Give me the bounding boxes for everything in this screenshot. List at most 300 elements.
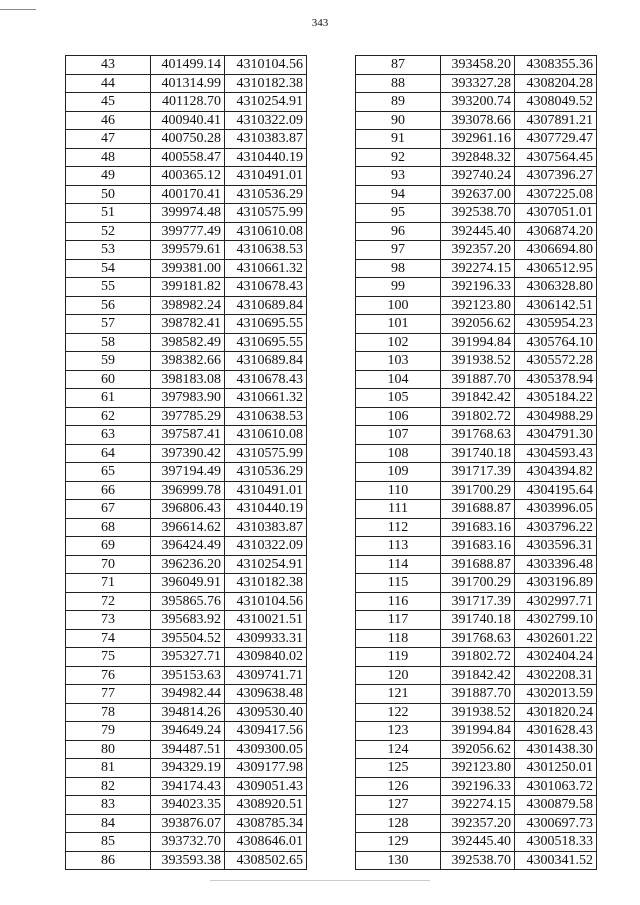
x-coordinate-cell: 392740.24 — [441, 167, 515, 186]
table-row — [356, 278, 597, 297]
point-number-cell: 93 — [356, 167, 441, 186]
point-number-cell: 56 — [66, 296, 151, 315]
y-coordinate-cell: 4308920.51 — [225, 796, 307, 815]
point-number-cell: 66 — [66, 481, 151, 500]
y-coordinate-cell: 4307225.08 — [515, 185, 597, 204]
y-coordinate-cell: 4305378.94 — [515, 370, 597, 389]
point-number-cell: 55 — [66, 278, 151, 297]
y-coordinate-cell: 4310104.56 — [225, 56, 307, 75]
y-coordinate-cell: 4310638.53 — [225, 407, 307, 426]
x-coordinate-cell: 392274.15 — [441, 796, 515, 815]
point-number-cell: 78 — [66, 703, 151, 722]
point-number-cell: 68 — [66, 518, 151, 537]
y-coordinate-cell: 4303396.48 — [515, 555, 597, 574]
point-number-cell: 63 — [66, 426, 151, 445]
table-row — [66, 574, 307, 593]
x-coordinate-cell: 400940.41 — [151, 111, 225, 130]
point-number-cell: 52 — [66, 222, 151, 241]
y-coordinate-cell: 4304791.30 — [515, 426, 597, 445]
y-coordinate-cell: 4300518.33 — [515, 833, 597, 852]
table-row — [356, 611, 597, 630]
point-number-cell: 51 — [66, 204, 151, 223]
table-row — [356, 407, 597, 426]
table-row — [356, 722, 597, 741]
y-coordinate-cell: 4302013.59 — [515, 685, 597, 704]
table-row — [356, 537, 597, 556]
y-coordinate-cell: 4301063.72 — [515, 777, 597, 796]
x-coordinate-cell: 394023.35 — [151, 796, 225, 815]
point-number-cell: 103 — [356, 352, 441, 371]
y-coordinate-cell: 4309741.71 — [225, 666, 307, 685]
y-coordinate-cell: 4309638.48 — [225, 685, 307, 704]
x-coordinate-cell: 391688.87 — [441, 555, 515, 574]
point-number-cell: 110 — [356, 481, 441, 500]
y-coordinate-cell: 4306328.80 — [515, 278, 597, 297]
y-coordinate-cell: 4308646.01 — [225, 833, 307, 852]
table-row — [66, 74, 307, 93]
point-number-cell: 53 — [66, 241, 151, 260]
table-row — [356, 592, 597, 611]
x-coordinate-cell: 398183.08 — [151, 370, 225, 389]
table-row — [66, 148, 307, 167]
x-coordinate-cell: 400365.12 — [151, 167, 225, 186]
x-coordinate-cell: 391994.84 — [441, 722, 515, 741]
point-number-cell: 124 — [356, 740, 441, 759]
point-number-cell: 130 — [356, 851, 441, 870]
table-row — [356, 740, 597, 759]
point-number-cell: 106 — [356, 407, 441, 426]
table-row — [356, 111, 597, 130]
x-coordinate-cell: 397587.41 — [151, 426, 225, 445]
x-coordinate-cell: 396236.20 — [151, 555, 225, 574]
y-coordinate-cell: 4300879.58 — [515, 796, 597, 815]
point-number-cell: 121 — [356, 685, 441, 704]
y-coordinate-cell: 4309300.05 — [225, 740, 307, 759]
table-row — [356, 204, 597, 223]
x-coordinate-cell: 391717.39 — [441, 592, 515, 611]
y-coordinate-cell: 4310491.01 — [225, 481, 307, 500]
y-coordinate-cell: 4307891.21 — [515, 111, 597, 130]
table-row — [356, 389, 597, 408]
point-number-cell: 118 — [356, 629, 441, 648]
y-coordinate-cell: 4305764.10 — [515, 333, 597, 352]
x-coordinate-cell: 398982.24 — [151, 296, 225, 315]
point-number-cell: 81 — [66, 759, 151, 778]
y-coordinate-cell: 4306694.80 — [515, 241, 597, 260]
x-coordinate-cell: 391802.72 — [441, 648, 515, 667]
table-row — [66, 740, 307, 759]
y-coordinate-cell: 4307564.45 — [515, 148, 597, 167]
point-number-cell: 98 — [356, 259, 441, 278]
y-coordinate-cell: 4308502.65 — [225, 851, 307, 870]
x-coordinate-cell: 392196.33 — [441, 777, 515, 796]
y-coordinate-cell: 4309177.98 — [225, 759, 307, 778]
table-row — [356, 296, 597, 315]
x-coordinate-cell: 394982.44 — [151, 685, 225, 704]
table-row — [356, 500, 597, 519]
y-coordinate-cell: 4310695.55 — [225, 333, 307, 352]
table-row — [356, 241, 597, 260]
point-number-cell: 50 — [66, 185, 151, 204]
x-coordinate-cell: 397390.42 — [151, 444, 225, 463]
point-number-cell: 45 — [66, 93, 151, 112]
table-row — [356, 185, 597, 204]
point-number-cell: 49 — [66, 167, 151, 186]
point-number-cell: 69 — [66, 537, 151, 556]
x-coordinate-cell: 392637.00 — [441, 185, 515, 204]
point-number-cell: 74 — [66, 629, 151, 648]
y-coordinate-cell: 4302799.10 — [515, 611, 597, 630]
x-coordinate-cell: 392056.62 — [441, 740, 515, 759]
y-coordinate-cell: 4305184.22 — [515, 389, 597, 408]
x-coordinate-cell: 399777.49 — [151, 222, 225, 241]
point-number-cell: 111 — [356, 500, 441, 519]
x-coordinate-cell: 392056.62 — [441, 315, 515, 334]
table-row — [66, 130, 307, 149]
x-coordinate-cell: 401499.14 — [151, 56, 225, 75]
y-coordinate-cell: 4302601.22 — [515, 629, 597, 648]
y-coordinate-cell: 4310104.56 — [225, 592, 307, 611]
y-coordinate-cell: 4310689.84 — [225, 352, 307, 371]
x-coordinate-cell: 392538.70 — [441, 204, 515, 223]
point-number-cell: 58 — [66, 333, 151, 352]
x-coordinate-cell: 400170.41 — [151, 185, 225, 204]
y-coordinate-cell: 4303996.05 — [515, 500, 597, 519]
y-coordinate-cell: 4304394.82 — [515, 463, 597, 482]
table-row — [356, 352, 597, 371]
x-coordinate-cell: 392445.40 — [441, 222, 515, 241]
x-coordinate-cell: 393876.07 — [151, 814, 225, 833]
table-row — [66, 851, 307, 870]
point-number-cell: 82 — [66, 777, 151, 796]
y-coordinate-cell: 4310182.38 — [225, 574, 307, 593]
x-coordinate-cell: 396424.49 — [151, 537, 225, 556]
point-number-cell: 59 — [66, 352, 151, 371]
page-number: 343 — [311, 17, 329, 29]
table-row — [356, 518, 597, 537]
y-coordinate-cell: 4303196.89 — [515, 574, 597, 593]
y-coordinate-cell: 4310254.91 — [225, 555, 307, 574]
y-coordinate-cell: 4301250.01 — [515, 759, 597, 778]
x-coordinate-cell: 399974.48 — [151, 204, 225, 223]
corner-scan-mark — [0, 9, 36, 10]
table-row — [66, 685, 307, 704]
table-row — [66, 777, 307, 796]
x-coordinate-cell: 393327.28 — [441, 74, 515, 93]
y-coordinate-cell: 4310440.19 — [225, 500, 307, 519]
x-coordinate-cell: 392123.80 — [441, 296, 515, 315]
x-coordinate-cell: 396614.62 — [151, 518, 225, 537]
x-coordinate-cell: 401314.99 — [151, 74, 225, 93]
table-row — [356, 444, 597, 463]
table-row — [66, 537, 307, 556]
y-coordinate-cell: 4302208.31 — [515, 666, 597, 685]
point-number-cell: 101 — [356, 315, 441, 334]
y-coordinate-cell: 4309417.56 — [225, 722, 307, 741]
x-coordinate-cell: 399181.82 — [151, 278, 225, 297]
table-row — [356, 370, 597, 389]
y-coordinate-cell: 4307051.01 — [515, 204, 597, 223]
table-row — [356, 315, 597, 334]
point-number-cell: 104 — [356, 370, 441, 389]
x-coordinate-cell: 391994.84 — [441, 333, 515, 352]
y-coordinate-cell: 4310678.43 — [225, 278, 307, 297]
y-coordinate-cell: 4309933.31 — [225, 629, 307, 648]
x-coordinate-cell: 392196.33 — [441, 278, 515, 297]
point-number-cell: 126 — [356, 777, 441, 796]
table-row — [66, 259, 307, 278]
x-coordinate-cell: 393593.38 — [151, 851, 225, 870]
table-row — [66, 703, 307, 722]
y-coordinate-cell: 4303596.31 — [515, 537, 597, 556]
point-number-cell: 95 — [356, 204, 441, 223]
y-coordinate-cell: 4308785.34 — [225, 814, 307, 833]
y-coordinate-cell: 4303796.22 — [515, 518, 597, 537]
table-row — [66, 167, 307, 186]
table-row — [66, 796, 307, 815]
x-coordinate-cell: 395865.76 — [151, 592, 225, 611]
point-number-cell: 90 — [356, 111, 441, 130]
table-row — [66, 222, 307, 241]
table-row — [66, 629, 307, 648]
point-number-cell: 65 — [66, 463, 151, 482]
table-row — [356, 759, 597, 778]
point-number-cell: 116 — [356, 592, 441, 611]
x-coordinate-cell: 401128.70 — [151, 93, 225, 112]
y-coordinate-cell: 4310575.99 — [225, 444, 307, 463]
point-number-cell: 115 — [356, 574, 441, 593]
table-row — [66, 759, 307, 778]
point-number-cell: 87 — [356, 56, 441, 75]
table-row — [66, 833, 307, 852]
y-coordinate-cell: 4310254.91 — [225, 93, 307, 112]
y-coordinate-cell: 4309840.02 — [225, 648, 307, 667]
x-coordinate-cell: 398582.49 — [151, 333, 225, 352]
point-number-cell: 94 — [356, 185, 441, 204]
table-row — [66, 333, 307, 352]
table-row — [356, 833, 597, 852]
table-row — [356, 426, 597, 445]
table-row — [66, 611, 307, 630]
point-number-cell: 125 — [356, 759, 441, 778]
table-row — [66, 666, 307, 685]
x-coordinate-cell: 392848.32 — [441, 148, 515, 167]
y-coordinate-cell: 4301438.30 — [515, 740, 597, 759]
table-row — [356, 685, 597, 704]
y-coordinate-cell: 4310536.29 — [225, 463, 307, 482]
y-coordinate-cell: 4306512.95 — [515, 259, 597, 278]
table-row — [356, 666, 597, 685]
y-coordinate-cell: 4307396.27 — [515, 167, 597, 186]
point-number-cell: 71 — [66, 574, 151, 593]
y-coordinate-cell: 4310610.08 — [225, 426, 307, 445]
footer-rule — [210, 880, 430, 881]
y-coordinate-cell: 4310383.87 — [225, 518, 307, 537]
table-row — [66, 370, 307, 389]
y-coordinate-cell: 4309051.43 — [225, 777, 307, 796]
x-coordinate-cell: 392357.20 — [441, 814, 515, 833]
coordinates-table-left-body — [66, 56, 307, 870]
x-coordinate-cell: 391842.42 — [441, 389, 515, 408]
point-number-cell: 96 — [356, 222, 441, 241]
table-row — [66, 389, 307, 408]
point-number-cell: 83 — [66, 796, 151, 815]
table-row — [66, 204, 307, 223]
point-number-cell: 47 — [66, 130, 151, 149]
y-coordinate-cell: 4310695.55 — [225, 315, 307, 334]
point-number-cell: 120 — [356, 666, 441, 685]
table-row — [356, 703, 597, 722]
point-number-cell: 88 — [356, 74, 441, 93]
point-number-cell: 108 — [356, 444, 441, 463]
x-coordinate-cell: 393458.20 — [441, 56, 515, 75]
table-row — [356, 333, 597, 352]
point-number-cell: 102 — [356, 333, 441, 352]
x-coordinate-cell: 392961.16 — [441, 130, 515, 149]
table-row — [66, 722, 307, 741]
table-row — [66, 185, 307, 204]
x-coordinate-cell: 400750.28 — [151, 130, 225, 149]
y-coordinate-cell: 4301628.43 — [515, 722, 597, 741]
y-coordinate-cell: 4310661.32 — [225, 259, 307, 278]
coordinates-table-right — [355, 55, 597, 870]
y-coordinate-cell: 4310536.29 — [225, 185, 307, 204]
point-number-cell: 123 — [356, 722, 441, 741]
x-coordinate-cell: 394814.26 — [151, 703, 225, 722]
x-coordinate-cell: 392274.15 — [441, 259, 515, 278]
coordinates-table-left — [65, 55, 307, 870]
y-coordinate-cell: 4300697.73 — [515, 814, 597, 833]
y-coordinate-cell: 4302997.71 — [515, 592, 597, 611]
point-number-cell: 84 — [66, 814, 151, 833]
x-coordinate-cell: 391768.63 — [441, 426, 515, 445]
point-number-cell: 60 — [66, 370, 151, 389]
table-row — [66, 814, 307, 833]
x-coordinate-cell: 391740.18 — [441, 444, 515, 463]
x-coordinate-cell: 397983.90 — [151, 389, 225, 408]
point-number-cell: 77 — [66, 685, 151, 704]
y-coordinate-cell: 4308049.52 — [515, 93, 597, 112]
table-row — [356, 481, 597, 500]
point-number-cell: 80 — [66, 740, 151, 759]
table-row — [66, 481, 307, 500]
point-number-cell: 44 — [66, 74, 151, 93]
x-coordinate-cell: 399579.61 — [151, 241, 225, 260]
y-coordinate-cell: 4308355.36 — [515, 56, 597, 75]
x-coordinate-cell: 391768.63 — [441, 629, 515, 648]
point-number-cell: 70 — [66, 555, 151, 574]
y-coordinate-cell: 4301820.24 — [515, 703, 597, 722]
x-coordinate-cell: 391842.42 — [441, 666, 515, 685]
y-coordinate-cell: 4306142.51 — [515, 296, 597, 315]
table-row — [356, 555, 597, 574]
table-row — [66, 500, 307, 519]
y-coordinate-cell: 4305572.28 — [515, 352, 597, 371]
y-coordinate-cell: 4310610.08 — [225, 222, 307, 241]
point-number-cell: 85 — [66, 833, 151, 852]
x-coordinate-cell: 393200.74 — [441, 93, 515, 112]
x-coordinate-cell: 396999.78 — [151, 481, 225, 500]
table-row — [356, 56, 597, 75]
x-coordinate-cell: 395327.71 — [151, 648, 225, 667]
x-coordinate-cell: 394174.43 — [151, 777, 225, 796]
table-row — [356, 796, 597, 815]
table-row — [66, 648, 307, 667]
point-number-cell: 73 — [66, 611, 151, 630]
table-row — [66, 463, 307, 482]
point-number-cell: 114 — [356, 555, 441, 574]
x-coordinate-cell: 391688.87 — [441, 500, 515, 519]
x-coordinate-cell: 398782.41 — [151, 315, 225, 334]
point-number-cell: 91 — [356, 130, 441, 149]
table-row — [356, 463, 597, 482]
table-row — [66, 111, 307, 130]
y-coordinate-cell: 4305954.23 — [515, 315, 597, 334]
x-coordinate-cell: 398382.66 — [151, 352, 225, 371]
y-coordinate-cell: 4304593.43 — [515, 444, 597, 463]
y-coordinate-cell: 4310322.09 — [225, 537, 307, 556]
table-row — [66, 555, 307, 574]
point-number-cell: 86 — [66, 851, 151, 870]
table-row — [66, 518, 307, 537]
point-number-cell: 67 — [66, 500, 151, 519]
point-number-cell: 107 — [356, 426, 441, 445]
y-coordinate-cell: 4310383.87 — [225, 130, 307, 149]
point-number-cell: 113 — [356, 537, 441, 556]
x-coordinate-cell: 391938.52 — [441, 703, 515, 722]
x-coordinate-cell: 393078.66 — [441, 111, 515, 130]
x-coordinate-cell: 394329.19 — [151, 759, 225, 778]
point-number-cell: 122 — [356, 703, 441, 722]
y-coordinate-cell: 4310575.99 — [225, 204, 307, 223]
x-coordinate-cell: 392445.40 — [441, 833, 515, 852]
x-coordinate-cell: 395153.63 — [151, 666, 225, 685]
x-coordinate-cell: 391887.70 — [441, 685, 515, 704]
point-number-cell: 89 — [356, 93, 441, 112]
x-coordinate-cell: 396049.91 — [151, 574, 225, 593]
table-row — [356, 130, 597, 149]
point-number-cell: 72 — [66, 592, 151, 611]
table-row — [66, 93, 307, 112]
y-coordinate-cell: 4304988.29 — [515, 407, 597, 426]
x-coordinate-cell: 391717.39 — [441, 463, 515, 482]
y-coordinate-cell: 4310638.53 — [225, 241, 307, 260]
table-row — [66, 592, 307, 611]
y-coordinate-cell: 4308204.28 — [515, 74, 597, 93]
point-number-cell: 112 — [356, 518, 441, 537]
point-number-cell: 61 — [66, 389, 151, 408]
x-coordinate-cell: 397194.49 — [151, 463, 225, 482]
x-coordinate-cell: 391683.16 — [441, 518, 515, 537]
x-coordinate-cell: 391740.18 — [441, 611, 515, 630]
table-row — [356, 167, 597, 186]
point-number-cell: 92 — [356, 148, 441, 167]
y-coordinate-cell: 4310678.43 — [225, 370, 307, 389]
point-number-cell: 99 — [356, 278, 441, 297]
x-coordinate-cell: 395683.92 — [151, 611, 225, 630]
x-coordinate-cell: 400558.47 — [151, 148, 225, 167]
y-coordinate-cell: 4304195.64 — [515, 481, 597, 500]
table-row — [356, 851, 597, 870]
table-row — [66, 407, 307, 426]
point-number-cell: 46 — [66, 111, 151, 130]
table-row — [356, 148, 597, 167]
x-coordinate-cell: 391938.52 — [441, 352, 515, 371]
table-row — [66, 278, 307, 297]
y-coordinate-cell: 4310491.01 — [225, 167, 307, 186]
point-number-cell: 119 — [356, 648, 441, 667]
x-coordinate-cell: 392357.20 — [441, 241, 515, 260]
